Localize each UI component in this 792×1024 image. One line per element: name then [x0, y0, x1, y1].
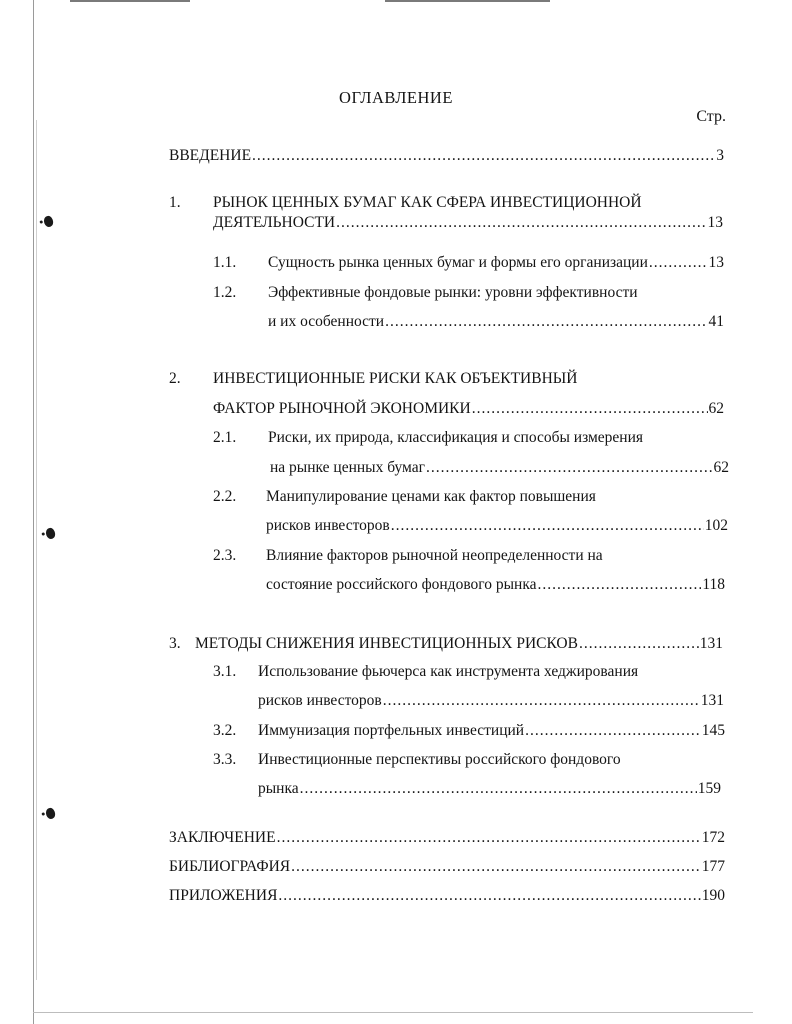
- leader-dots: [426, 458, 713, 478]
- section-title-line[interactable]: Использование фьючерса как инструмента хеджирования: [258, 663, 639, 680]
- section-title-line[interactable]: Влияние факторов рыночной неопределенности на: [266, 547, 603, 564]
- toc-entry-label: рисков инвесторов: [266, 517, 390, 534]
- toc-entry-chapter-3[interactable]: [195, 634, 723, 654]
- section-number: 1.1.: [213, 254, 237, 271]
- leader-dots: [336, 213, 706, 233]
- toc-entry-conclusion[interactable]: [169, 828, 725, 848]
- toc-page-number: 62: [708, 400, 724, 417]
- toc-entry-label: на рынке ценных бумаг: [270, 459, 425, 476]
- toc-entry-label: ВВЕДЕНИЕ: [169, 147, 252, 164]
- toc-entry-section-1-1[interactable]: [268, 253, 724, 273]
- toc-entry-section-2-3[interactable]: [266, 575, 725, 595]
- scan-edge-top-a: [70, 0, 190, 2]
- section-number: 3.3.: [213, 751, 237, 768]
- section-number: 1.2.: [213, 284, 237, 301]
- binding-hole-mark: [44, 527, 56, 540]
- leader-dots: [525, 721, 701, 741]
- binding-hole-mark: [42, 215, 54, 228]
- toc-entry-label: ЗАКЛЮЧЕНИЕ: [169, 829, 276, 846]
- toc-entry-section-2-1[interactable]: [270, 458, 729, 478]
- toc-page-number: 13: [708, 254, 724, 271]
- leader-dots: [385, 312, 707, 332]
- leader-dots: [383, 691, 700, 711]
- toc-page-number: 177: [701, 858, 725, 875]
- toc-entry-label: МЕТОДЫ СНИЖЕНИЯ ИНВЕСТИЦИОННЫХ РИСКОВ: [195, 635, 578, 652]
- page-title: ОГЛАВЛЕНИЕ: [339, 88, 453, 107]
- toc-entry-label: Иммунизация портфельных инвестиций: [258, 722, 525, 739]
- scan-edge-left-inner: [36, 120, 37, 980]
- toc-page-number: 13: [707, 214, 723, 231]
- chapter-number: 2.: [169, 370, 181, 387]
- toc-entry-label: состояние российского фондового рынка: [266, 576, 537, 593]
- toc-entry-intro[interactable]: [169, 146, 724, 166]
- toc-page-number: 145: [701, 722, 725, 739]
- toc-entry-section-2-2[interactable]: [266, 516, 728, 536]
- toc-page-number: 102: [704, 517, 728, 534]
- chapter-title-line[interactable]: ИНВЕСТИЦИОННЫЕ РИСКИ КАК ОБЪЕКТИВНЫЙ: [213, 370, 578, 387]
- section-title-line[interactable]: Манипулирование ценами как фактор повышения: [266, 488, 596, 505]
- leader-dots: [391, 516, 704, 536]
- chapter-number: 3.: [169, 635, 181, 652]
- toc-entry-label: ПРИЛОЖЕНИЯ: [169, 887, 278, 904]
- leader-dots: [300, 779, 697, 799]
- scan-edge-top-b: [385, 0, 550, 2]
- toc-entry-section-3-1[interactable]: [258, 691, 724, 711]
- toc-entry-appendices[interactable]: [169, 886, 725, 906]
- section-number: 2.1.: [213, 429, 237, 446]
- page-column-label: Стр.: [696, 108, 726, 125]
- leader-dots: [277, 828, 701, 848]
- toc-page-number: 131: [699, 635, 723, 652]
- toc-entry-section-3-2[interactable]: [258, 721, 725, 741]
- leader-dots: [472, 399, 708, 419]
- toc-entry-chapter-2[interactable]: [213, 399, 724, 419]
- toc-page-number: 131: [700, 692, 724, 709]
- toc-entry-section-3-3[interactable]: [258, 779, 721, 799]
- binding-hole-mark: [44, 807, 56, 820]
- scan-edge-bottom: [33, 1012, 753, 1013]
- leader-dots: [649, 253, 708, 273]
- leader-dots: [278, 886, 700, 906]
- scan-edge-left: [33, 0, 34, 1024]
- section-title-line[interactable]: Эффективные фондовые рынки: уровни эффективности: [268, 284, 638, 301]
- section-title-line[interactable]: Инвестиционные перспективы российского фондового: [258, 751, 621, 768]
- toc-entry-bibliography[interactable]: [169, 857, 725, 877]
- toc-entry-label: БИБЛИОГРАФИЯ: [169, 858, 291, 875]
- toc-entry-section-1-2[interactable]: [268, 312, 724, 332]
- toc-page-number: 3: [716, 147, 724, 164]
- toc-entry-label: Сущность рынка ценных бумаг и формы его организации: [268, 254, 648, 271]
- section-title-line[interactable]: Риски, их природа, классификация и способы измерения: [268, 429, 644, 446]
- toc-page-number: 118: [702, 576, 725, 593]
- toc-page-number: 172: [701, 829, 725, 846]
- toc-entry-chapter-1[interactable]: [213, 213, 723, 233]
- section-number: 3.1.: [213, 663, 237, 680]
- toc-entry-label: рынка: [258, 780, 299, 797]
- leader-dots: [291, 857, 701, 877]
- leader-dots: [538, 575, 702, 595]
- toc-entry-label: рисков инвесторов: [258, 692, 382, 709]
- section-number: 3.2.: [213, 722, 237, 739]
- chapter-number: 1.: [169, 194, 181, 211]
- toc-page-number: 159: [697, 780, 721, 797]
- leader-dots: [579, 634, 699, 654]
- toc-entry-label: и их особенности: [268, 313, 385, 330]
- toc-page-number: 62: [713, 459, 729, 476]
- chapter-title-line[interactable]: РЫНОК ЦЕННЫХ БУМАГ КАК СФЕРА ИНВЕСТИЦИОННОЙ: [213, 194, 642, 211]
- toc-entry-label: ФАКТОР РЫНОЧНОЙ ЭКОНОМИКИ: [213, 400, 471, 417]
- toc-page-number: 41: [708, 313, 724, 330]
- leader-dots: [252, 146, 715, 166]
- toc-entry-label: ДЕЯТЕЛЬНОСТИ: [213, 214, 336, 231]
- toc-page-number: 190: [701, 887, 725, 904]
- section-number: 2.3.: [213, 547, 237, 564]
- section-number: 2.2.: [213, 488, 237, 505]
